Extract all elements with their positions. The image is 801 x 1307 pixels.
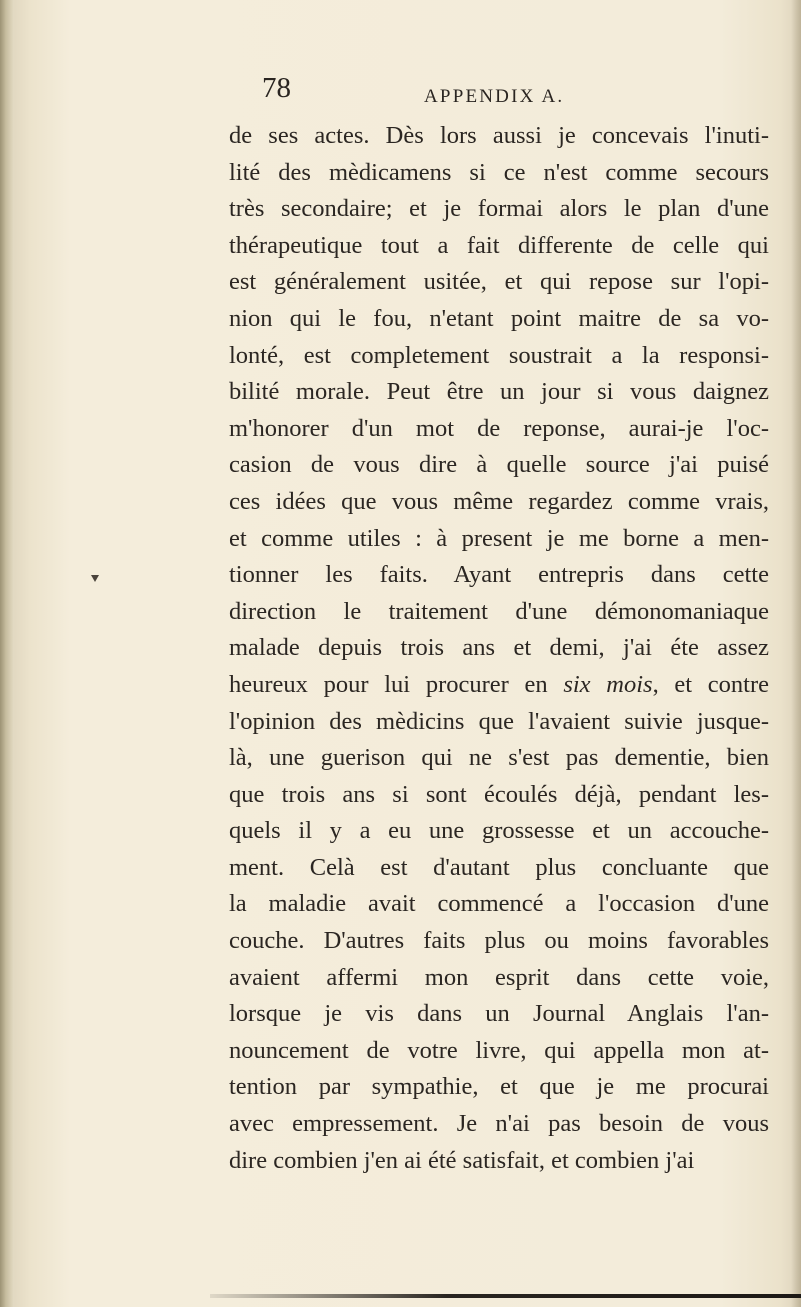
text-line: tionner les faits. Ayant entrepris dans cette [229, 561, 769, 589]
page-number: 78 [262, 72, 291, 104]
body-text [229, 118, 769, 1179]
text-line: la maladie avait commencé a l'occasion d'une [229, 890, 769, 918]
text-line: dire combien j'en ai été satisfait, et combien j'ai [229, 1146, 695, 1174]
text-line: couche. D'autres faits plus ou moins favorables [229, 927, 769, 955]
text-line: très secondaire; et je formai alors le plan d'une [229, 195, 769, 223]
italic-phrase: six mois [563, 670, 653, 698]
page-edge-shadow [791, 0, 801, 1307]
text-line: lorsque je vis dans un Journal Anglais l'an- [229, 1000, 769, 1028]
text-line: casion de vous dire à quelle source j'ai puisé [229, 451, 769, 479]
text-line: ment. Celà est d'autant plus concluante que [229, 853, 769, 881]
text-line: nouncement de votre livre, qui appella mon at- [229, 1036, 769, 1064]
text-line: bilité morale. Peut être un jour si vous daignez [229, 378, 769, 406]
text-line: que trois ans si sont écoulés déjà, pendant les- [229, 780, 769, 808]
text-line: nion qui le fou, n'etant point maitre de sa vo- [229, 304, 769, 332]
margin-mark-icon [91, 575, 99, 582]
text-line: là, une guerison qui ne s'est pas dementie, bien [229, 744, 769, 772]
text-line: lité des mèdicamens si ce n'est comme secours [229, 158, 769, 186]
text-line: direction le traitement d'une démonomaniaque [229, 597, 769, 625]
text-line: de ses actes. Dès lors aussi je concevais l'inuti- [229, 122, 769, 149]
page-bottom-edge [210, 1294, 801, 1298]
text-line: malade depuis trois ans et demi, j'ai éte assez [229, 634, 769, 662]
text-segment: heureux pour lui procurer en [229, 670, 564, 698]
running-head: APPENDIX A. [424, 86, 565, 107]
text-line: thérapeutique tout a fait differente de celle qui [229, 231, 769, 259]
text-line: est généralement usitée, et qui repose sur l'opi- [229, 268, 769, 296]
text-line: m'honorer d'un mot de reponse, aurai-je l'oc- [229, 414, 769, 442]
text-line: et comme utiles : à present je me borne a men- [229, 524, 769, 552]
text-line-mixed [229, 667, 769, 704]
text-line: tention par sympathie, et que je me procurai [229, 1073, 769, 1101]
text-line: avec empressement. Je n'ai pas besoin de vous [229, 1110, 769, 1138]
text-line: quels il y a eu une grossesse et un accouche- [229, 817, 769, 845]
text-line: lonté, est completement soustrait a la responsi- [229, 341, 769, 369]
text-line: l'opinion des mèdicins que l'avaient suivie jusque- [229, 707, 769, 735]
text-line: ces idées que vous même regardez comme vrais, [229, 487, 769, 515]
text-line: avaient affermi mon esprit dans cette voie, [229, 963, 769, 991]
binding-edge [0, 0, 14, 1307]
text-segment: , et contre [652, 670, 770, 698]
